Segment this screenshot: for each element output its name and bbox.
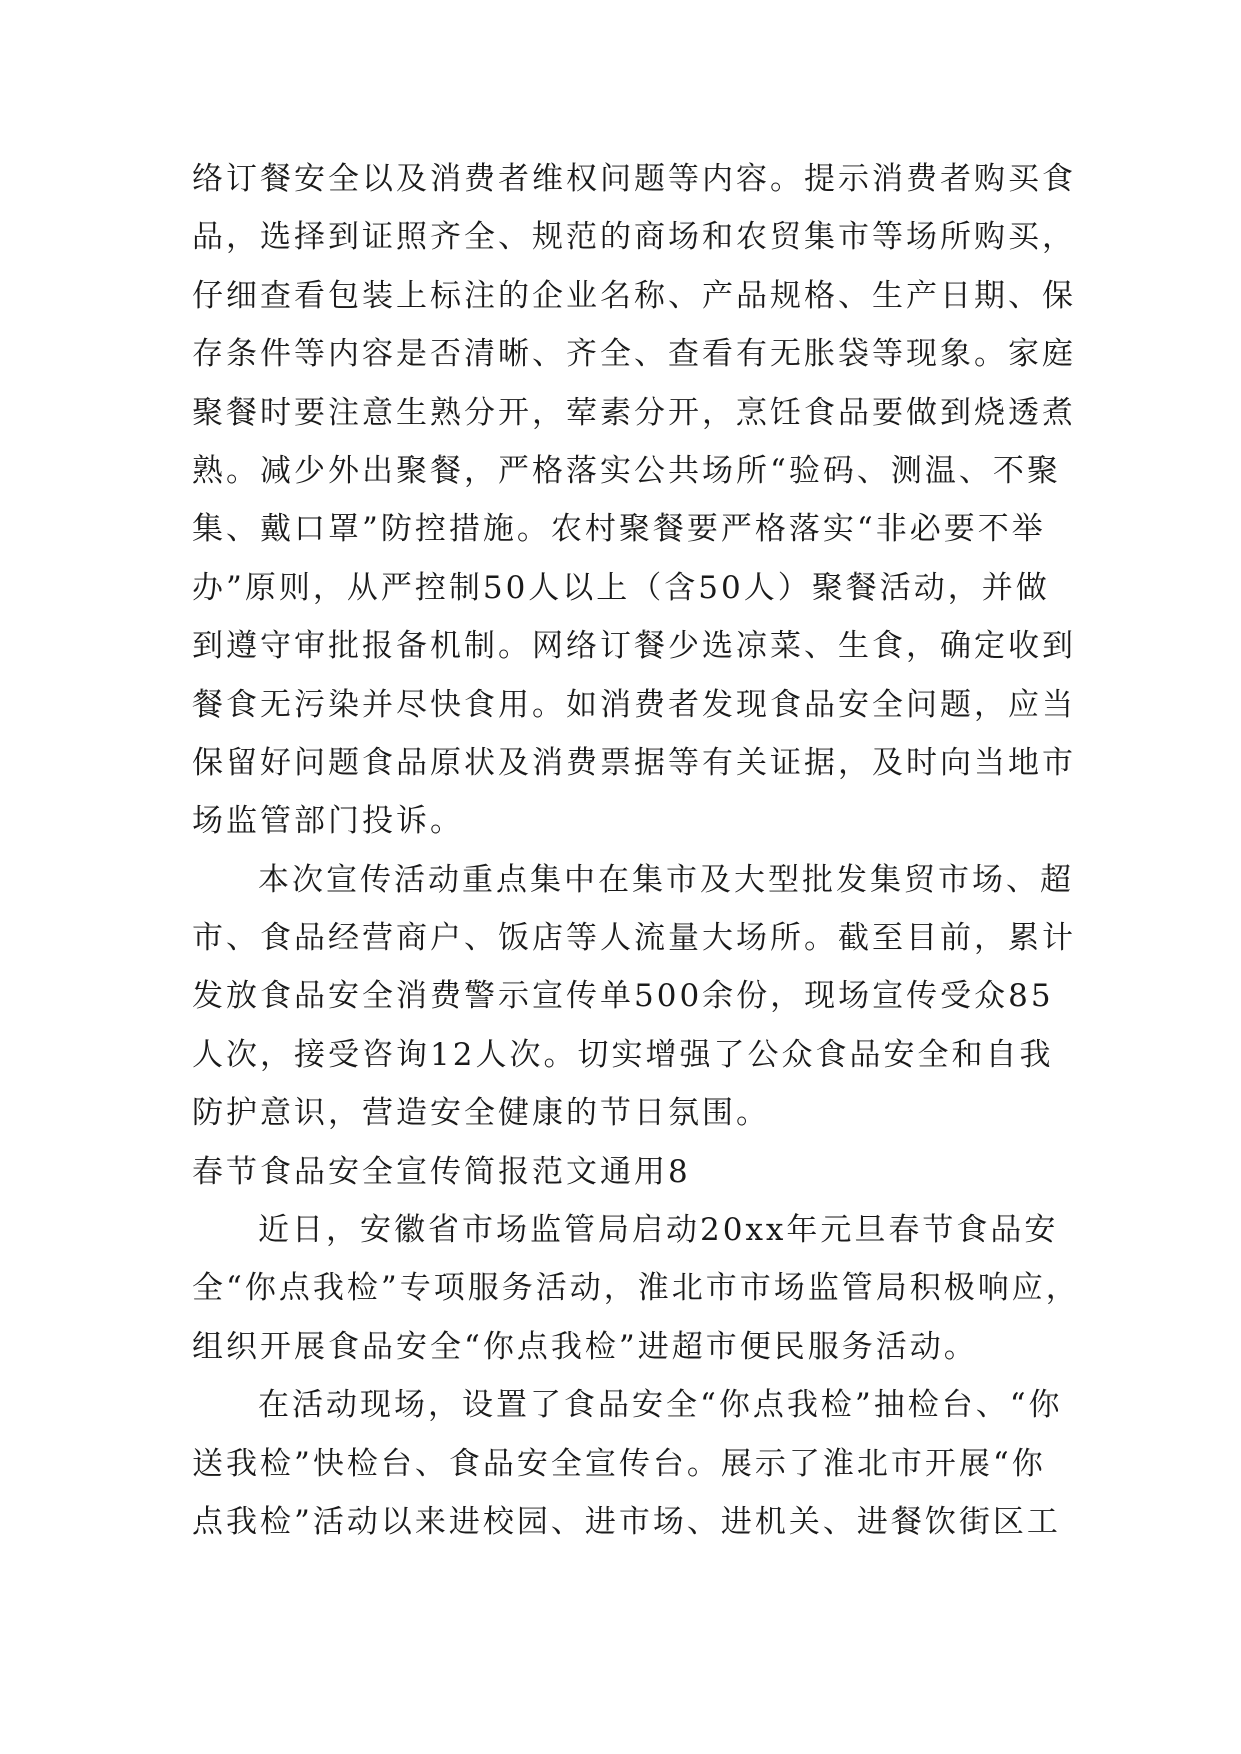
text-line: 点我检”活动以来进校园、进市场、进机关、进餐饮街区工 — [192, 1503, 1061, 1540]
text-line: 保留好问题食品原状及消费票据等有关证据，及时向当地市 — [192, 744, 1076, 781]
paragraph-first-line: 本次宣传活动重点集中在集市及大型批发集贸市场、超 — [258, 861, 1074, 898]
text-line: 熟。减少外出聚餐，严格落实公共场所“验码、测温、不聚 — [192, 452, 1061, 489]
text-line: 场监管部门投诉。 — [192, 803, 464, 840]
text-line: 到遵守审批报备机制。网络订餐少选凉菜、生食，确定收到 — [192, 628, 1076, 665]
text-line: 市、食品经营商户、饭店等人流量大场所。截至目前，累计 — [192, 920, 1076, 957]
text-line: 发放食品安全消费警示宣传单500余份，现场宣传受众85 — [192, 978, 1054, 1015]
text-line: 品，选择到证照齐全、规范的商场和农贸集市等场所购买， — [192, 219, 1076, 256]
text-line: 餐食无污染并尽快食用。如消费者发现食品安全问题，应当 — [192, 686, 1076, 723]
text-line: 送我检”快检台、食品安全宣传台。展示了淮北市开展“你 — [192, 1445, 1046, 1482]
text-line: 组织开展食品安全“你点我检”进超市便民服务活动。 — [192, 1328, 978, 1365]
text-line: 络订餐安全以及消费者维权问题等内容。提示消费者购买食 — [192, 161, 1076, 197]
document-body — [192, 150, 1080, 1551]
text-line: 集、戴口罩”防控措施。农村聚餐要严格落实“非必要不举 — [192, 511, 1046, 548]
text-line: 人次，接受咨询12人次。切实增强了公众食品安全和自我 — [192, 1036, 1054, 1073]
text-line: 防护意识，营造安全健康的节日氛围。 — [192, 1095, 770, 1132]
text-line: 聚餐时要注意生熟分开，荤素分开，烹饪食品要做到烧透煮 — [192, 394, 1076, 431]
text-line: 仔细查看包装上标注的企业名称、产品规格、生产日期、保 — [192, 277, 1076, 314]
text-line: 全“你点我检”专项服务活动，淮北市市场监管局积极响应， — [192, 1270, 1080, 1307]
text-line: 办”原则，从严控制50人以上（含50人）聚餐活动，并做 — [192, 569, 1050, 606]
paragraph-first-line: 近日，安徽省市场监管局启动20xx年元旦春节食品安 — [258, 1212, 1059, 1249]
section-heading: 春节食品安全宣传简报范文通用8 — [192, 1153, 691, 1190]
text-line: 存条件等内容是否清晰、齐全、查看有无胀袋等现象。家庭 — [192, 336, 1076, 373]
paragraph-first-line: 在活动现场，设置了食品安全“你点我检”抽检台、“你 — [258, 1387, 1063, 1424]
